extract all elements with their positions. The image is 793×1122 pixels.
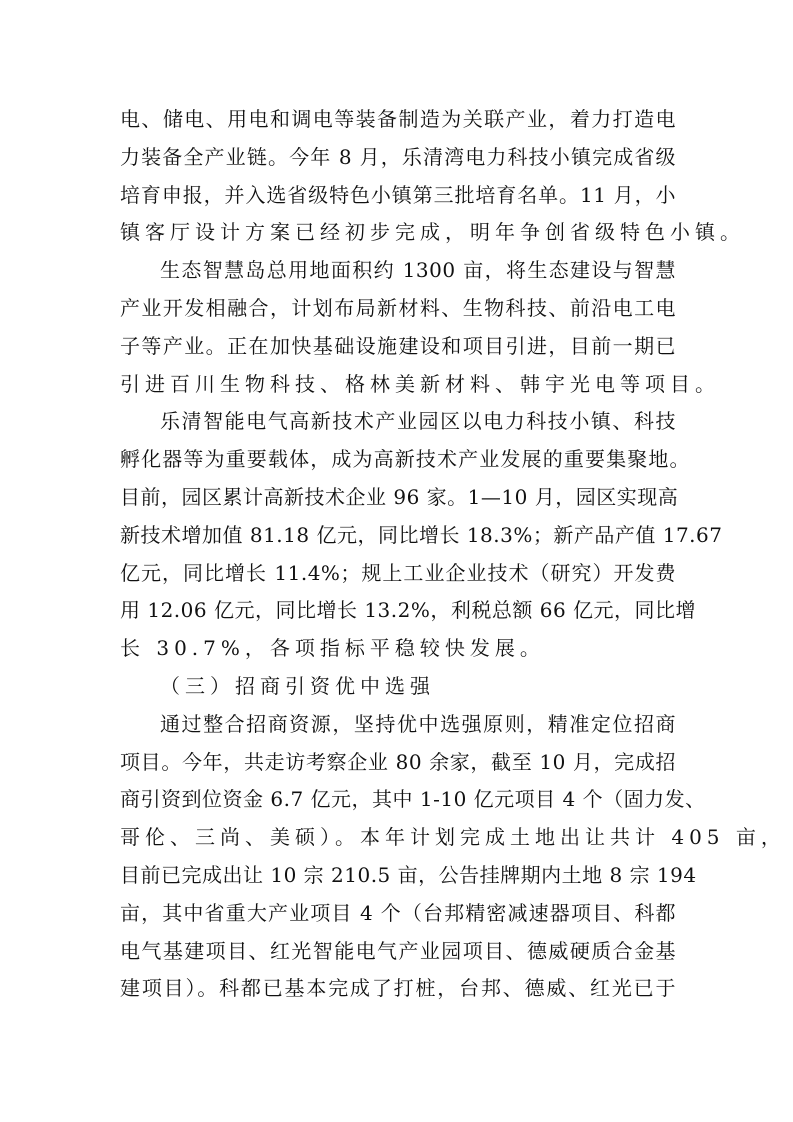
paragraph-line: 新技术增加值 81.18 亿元，同比增长 18.3%；新产品产值 17.67 [120,522,723,547]
document-body [120,101,786,1008]
paragraph-line: 电、储电、用电和调电等装备制造为关联产业，着力打造电 [120,107,676,131]
paragraph-line: 亿元，同比增长 11.4%；规上工业企业技术（研究）开发费 [120,560,676,585]
paragraph-line: 子等产业。正在加快基础设施建设和项目引进，目前一期已 [120,333,676,358]
paragraph-line: 培育申报，并入选省级特色小镇第三批培育名单。11 月，小 [120,182,676,207]
paragraph-line: 亩，其中省重大产业项目 4 个（台邦精密减速器项目、科都 [120,900,676,925]
paragraph-line: 通过整合招商资源，坚持优中选强原则，精准定位招商 [160,711,676,736]
paragraph-line: 建项目）。科都已基本完成了打桩，台邦、德威、红光已于 [120,976,676,1001]
paragraph-line: 产业开发相融合，计划布局新材料、生物科技、前沿电工电 [120,295,676,320]
paragraph-line: 长 30.7%，各项指标平稳较快发展。 [120,636,545,661]
paragraph-line: 镇客厅设计方案已经初步完成，明年争创省级特色小镇。 [120,220,745,245]
paragraph-line: 电气基建项目、红光智能电气产业园项目、德威硬质合金基 [120,938,676,963]
paragraph-line: 力装备全产业链。今年 8 月，乐清湾电力科技小镇完成省级 [120,144,676,169]
paragraph-line: 乐清智能电气高新技术产业园区以电力科技小镇、科技 [160,409,676,434]
paragraph-line: 商引资到位资金 6.7 亿元，其中 1-10 亿元项目 4 个（固力发、 [120,787,706,812]
paragraph-line: 引进百川生物科技、格林美新材料、韩宇光电等项目。 [120,371,720,396]
paragraph-line: 孵化器等为重要载体，成为高新技术产业发展的重要集聚地。 [120,447,690,472]
paragraph-line: 目前，园区累计高新技术企业 96 家。1—10 月，园区实现高 [120,484,679,509]
paragraph-line: 生态智慧岛总用地面积约 1300 亩，将生态建设与智慧 [160,258,676,283]
paragraph-line: 项目。今年，共走访考察企业 80 余家，截至 10 月，完成招 [120,749,676,774]
section-heading: （三）招商引资优中选强 [160,673,435,698]
paragraph-line: 用 12.06 亿元，同比增长 13.2%，利税总额 66 亿元，同比增 [120,598,697,623]
paragraph-line: 目前已完成出让 10 宗 210.5 亩，公告挂牌期内土地 8 宗 194 [120,862,697,887]
paragraph-line: 哥伦、三尚、美硕）。本年计划完成土地出让共计 405 亩， [120,825,786,850]
